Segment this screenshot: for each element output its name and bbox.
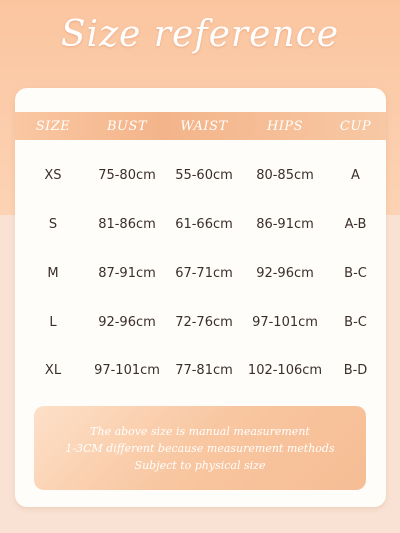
cup-cell: B-C	[344, 265, 367, 281]
note-line: The above size is manual measurement	[90, 424, 310, 438]
table-row	[15, 160, 386, 190]
waist-cell: 55-60cm	[175, 167, 233, 183]
header-size: SIZE	[35, 118, 71, 134]
hips-cell: 102-106cm	[247, 362, 323, 378]
cup-cell: B-C	[344, 314, 367, 330]
cup-cell: B-D	[343, 362, 368, 378]
table-header	[15, 112, 386, 140]
waist-cell: 61-66cm	[175, 216, 233, 232]
header-hips: HIPS	[266, 118, 304, 134]
note-line: Subject to physical size	[134, 458, 266, 472]
bust-cell: 87-91cm	[98, 265, 156, 281]
size-cell: M	[47, 265, 59, 281]
size-chart-card	[15, 88, 386, 507]
waist-cell: 72-76cm	[175, 314, 233, 330]
size-cell: XS	[44, 167, 62, 183]
note-line: 1-3CM different because measurement methods	[65, 441, 335, 455]
bust-cell: 75-80cm	[98, 167, 156, 183]
table-row	[15, 209, 386, 239]
size-cell: XL	[44, 362, 62, 378]
hips-cell: 80-85cm	[256, 167, 314, 183]
measurement-note	[34, 406, 366, 490]
bust-cell: 81-86cm	[98, 216, 156, 232]
bust-cell: 92-96cm	[98, 314, 156, 330]
waist-cell: 67-71cm	[175, 265, 233, 281]
table-row	[15, 307, 386, 337]
cup-cell: A-B	[344, 216, 367, 232]
page-title: Size reference	[60, 14, 340, 55]
hips-cell: 86-91cm	[256, 216, 314, 232]
hips-cell: 92-96cm	[256, 265, 314, 281]
header-waist: WAIST	[180, 118, 228, 134]
header-bust: BUST	[106, 118, 148, 134]
table-row	[15, 258, 386, 288]
table-row	[15, 355, 386, 385]
size-cell: L	[49, 314, 57, 330]
cup-cell: A	[351, 167, 360, 183]
hips-cell: 97-101cm	[252, 314, 318, 330]
bust-cell: 97-101cm	[94, 362, 160, 378]
header-cup: CUP	[339, 118, 372, 134]
waist-cell: 77-81cm	[175, 362, 233, 378]
size-cell: S	[48, 216, 58, 232]
